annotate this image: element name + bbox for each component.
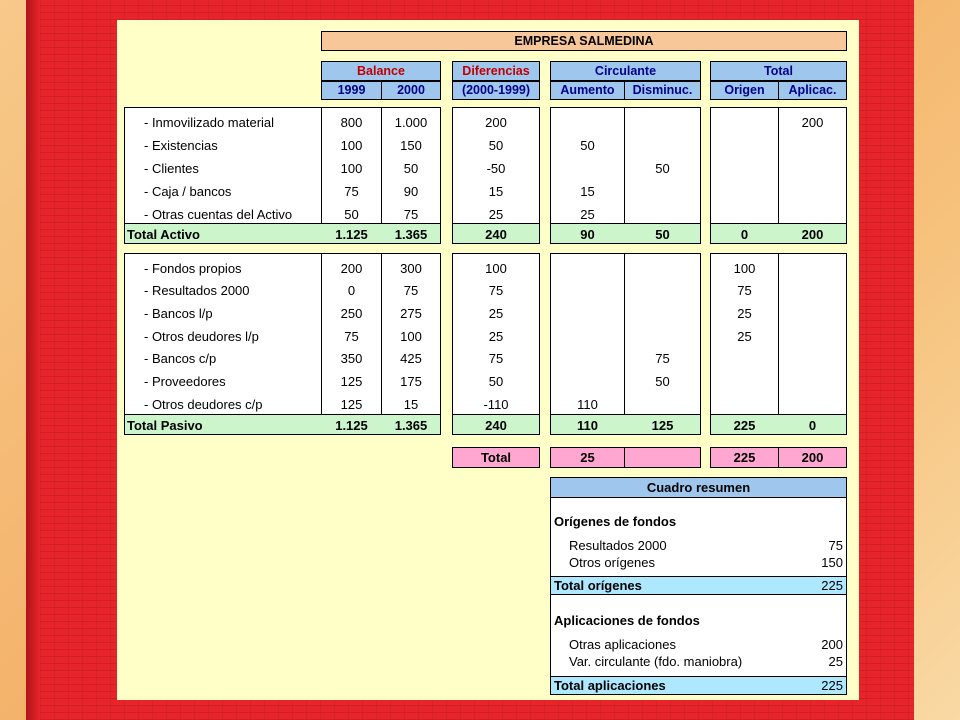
pasivo-row-y1999: 75 [344, 328, 359, 344]
summary-aplicaciones-heading: Aplicaciones de fondos [554, 612, 700, 628]
pasivo-row-disminuc: 50 [655, 374, 670, 389]
pasivo-row-origen: 100 [733, 260, 756, 276]
activo-row-origen [710, 112, 779, 132]
activo-row-y2000: 1.000 [394, 114, 428, 130]
pasivo-row-aplicac [778, 372, 847, 392]
grand-total-disminuc [624, 447, 701, 468]
total-pasivo-diff: 240 [485, 417, 507, 433]
pasivo-row-label: - Fondos propios [144, 260, 242, 276]
pasivo-row-aumento [550, 258, 625, 278]
total-pasivo-disminuc: 125 [651, 417, 674, 433]
total-activo-aumento: 90 [580, 226, 595, 242]
summary-total-aplicaciones-label: Total aplicaciones [554, 678, 666, 693]
pasivo-row-disminuc [624, 258, 701, 278]
header-diferencias: Diferencias [452, 61, 540, 81]
pasivo-row-disminuc: 75 [655, 351, 670, 367]
pasivo-row-disminuc [624, 326, 701, 346]
pasivo-row-origen: 25 [737, 328, 752, 344]
activo-row-disminuc [624, 204, 701, 224]
activo-row-diff: -50 [486, 160, 506, 176]
pasivo-row-disminuc [624, 303, 701, 323]
activo-row-diff: 200 [485, 114, 507, 130]
total-activo-y2000: 1.365 [394, 226, 428, 242]
grand-total-aumento: 25 [580, 450, 595, 465]
summary-aplicacion-label: Otras aplicaciones [569, 636, 676, 652]
activo-row-disminuc [624, 135, 701, 155]
total-pasivo-y2000: 1.365 [394, 417, 428, 433]
total-pasivo-aplicac: 0 [808, 417, 817, 433]
pasivo-row-y2000: 275 [400, 305, 422, 321]
pasivo-row-aumento [550, 281, 625, 301]
activo-row-aplicac [778, 158, 847, 178]
activo-row-label: - Caja / bancos [144, 183, 232, 199]
activo-row-y1999: 100 [340, 160, 363, 176]
pasivo-row-label: - Otros deudores c/p [144, 396, 263, 412]
pasivo-row-diff: 75 [488, 351, 504, 367]
grand-total-label: Total [480, 450, 512, 465]
activo-row-y2000: 150 [400, 137, 422, 153]
pasivo-row-label: - Bancos l/p [144, 305, 213, 321]
header-1999: 1999 [321, 81, 382, 100]
activo-row-label: - Inmovilizado material [144, 114, 275, 130]
activo-row-aumento [550, 112, 625, 132]
activo-row-label: - Otras cuentas del Activo [144, 206, 293, 222]
activo-row-y1999: 800 [340, 114, 363, 130]
pasivo-row-label: - Otros deudores l/p [144, 328, 259, 344]
activo-row-disminuc [624, 181, 701, 201]
spreadsheet [117, 20, 859, 700]
activo-row-y2000: 50 [403, 160, 419, 176]
pasivo-row-origen: 75 [737, 283, 752, 299]
pasivo-row-label: - Resultados 2000 [144, 283, 250, 299]
pasivo-row-origen [710, 394, 779, 414]
pasivo-row-origen [710, 349, 779, 369]
pasivo-row-aumento [550, 372, 625, 392]
activo-row-diff: 50 [488, 137, 504, 153]
total-pasivo-aumento: 110 [577, 417, 598, 433]
pasivo-row-label: - Bancos c/p [144, 351, 217, 367]
activo-row-y1999: 100 [340, 137, 363, 153]
activo-row-diff: 15 [488, 183, 504, 199]
pasivo-row-aumento [550, 303, 625, 323]
activo-row-y1999: 50 [344, 206, 359, 222]
pasivo-row-aplicac [778, 258, 847, 278]
activo-row-y2000: 90 [403, 183, 419, 199]
pasivo-row-y1999: 125 [340, 396, 363, 412]
activo-row-aplicac [778, 204, 847, 224]
summary-aplicacion-label: Var. circulante (fdo. maniobra) [569, 653, 743, 669]
activo-row-label: - Existencias [144, 137, 218, 153]
summary-origen-label: Resultados 2000 [569, 537, 667, 553]
total-activo-origen: 0 [740, 226, 749, 242]
header-balance: Balance [321, 61, 441, 81]
pasivo-row-y2000: 300 [400, 260, 422, 276]
total-pasivo-origen: 225 [733, 417, 756, 433]
pasivo-row-diff: 25 [488, 305, 504, 321]
pasivo-row-y1999: 200 [340, 260, 363, 276]
pasivo-row-disminuc [624, 394, 701, 414]
header-disminuc: Disminuc. [624, 81, 701, 100]
pasivo-row-aplicac [778, 349, 847, 369]
summary-total-origenes-label: Total orígenes [554, 578, 642, 593]
summary-origen-label: Otros orígenes [569, 554, 655, 570]
summary-aplicacion-value: 25 [828, 653, 843, 669]
pasivo-row-aplicac [778, 326, 847, 346]
pasivo-row-diff: 50 [488, 374, 504, 389]
activo-row-aumento: 25 [580, 206, 595, 222]
total-activo-diff: 240 [485, 226, 507, 242]
pasivo-row-aumento: 110 [577, 396, 598, 412]
grand-total-aplicac: 200 [801, 450, 824, 465]
total-activo-aplicac: 200 [801, 226, 824, 242]
activo-row-y2000: 75 [403, 206, 419, 222]
summary-origen-value: 150 [821, 554, 843, 570]
pasivo-row-y1999: 350 [340, 351, 363, 367]
pasivo-row-aplicac [778, 303, 847, 323]
summary-total-aplicaciones-value: 225 [821, 678, 843, 693]
pasivo-row-y2000: 425 [400, 351, 422, 367]
activo-row-aumento: 50 [580, 137, 595, 153]
pasivo-row-diff: -110 [483, 396, 509, 412]
company-title: EMPRESA SALMEDINA [321, 31, 847, 51]
total-activo-label: Total Activo [127, 226, 200, 242]
activo-row-y1999: 75 [344, 183, 359, 199]
total-activo-y1999: 1.125 [335, 226, 368, 242]
activo-row-aumento [550, 158, 625, 178]
summary-aplicacion-value: 200 [821, 636, 843, 652]
activo-row-aplicac [778, 181, 847, 201]
pasivo-row-diff: 25 [488, 328, 504, 344]
activo-row-disminuc: 50 [655, 160, 670, 176]
header-total: Total [710, 61, 847, 81]
activo-row-origen [710, 181, 779, 201]
header-circulante: Circulante [550, 61, 701, 81]
total-pasivo-label: Total Pasivo [127, 417, 203, 433]
pasivo-row-y2000: 100 [400, 328, 422, 344]
activo-row-aplicac: 200 [801, 114, 824, 130]
summary-total-origenes-value: 225 [821, 578, 843, 593]
pasivo-row-y2000: 75 [403, 283, 419, 299]
pasivo-row-origen [710, 372, 779, 392]
header-origen: Origen [710, 81, 779, 100]
activo-row-origen [710, 204, 779, 224]
total-activo-disminuc: 50 [655, 226, 670, 242]
summary-origenes-heading: Orígenes de fondos [554, 513, 677, 529]
pasivo-row-diff: 100 [485, 260, 507, 276]
pasivo-row-y1999: 0 [347, 283, 356, 299]
pasivo-row-disminuc [624, 281, 701, 301]
pasivo-row-aumento [550, 349, 625, 369]
pasivo-row-y2000: 15 [403, 396, 419, 412]
pasivo-row-y1999: 125 [340, 374, 363, 389]
activo-row-origen [710, 158, 779, 178]
header-aplicac: Aplicac. [778, 81, 847, 100]
pasivo-row-y1999: 250 [340, 305, 363, 321]
activo-row-label: - Clientes [144, 160, 199, 176]
summary-title: Cuadro resumen [550, 477, 847, 498]
pasivo-row-label: - Proveedores [144, 374, 226, 389]
pasivo-row-origen: 25 [737, 305, 752, 321]
header-2000: 2000 [381, 81, 441, 100]
pasivo-row-aplicac [778, 281, 847, 301]
activo-row-aumento: 15 [580, 183, 595, 199]
grand-total-origen: 225 [733, 450, 756, 465]
brick-edge [26, 0, 40, 720]
pasivo-row-aplicac [778, 394, 847, 414]
activo-row-disminuc [624, 112, 701, 132]
activo-row-aplicac [778, 135, 847, 155]
header-aumento: Aumento [550, 81, 625, 100]
pasivo-row-aumento [550, 326, 625, 346]
summary-origen-value: 75 [828, 537, 843, 553]
pasivo-row-y2000: 175 [400, 374, 422, 389]
activo-row-origen [710, 135, 779, 155]
activo-row-diff: 25 [488, 206, 504, 222]
header-diff-years: (2000-1999) [452, 81, 540, 100]
pasivo-row-diff: 75 [488, 283, 504, 299]
total-pasivo-y1999: 1.125 [335, 417, 368, 433]
